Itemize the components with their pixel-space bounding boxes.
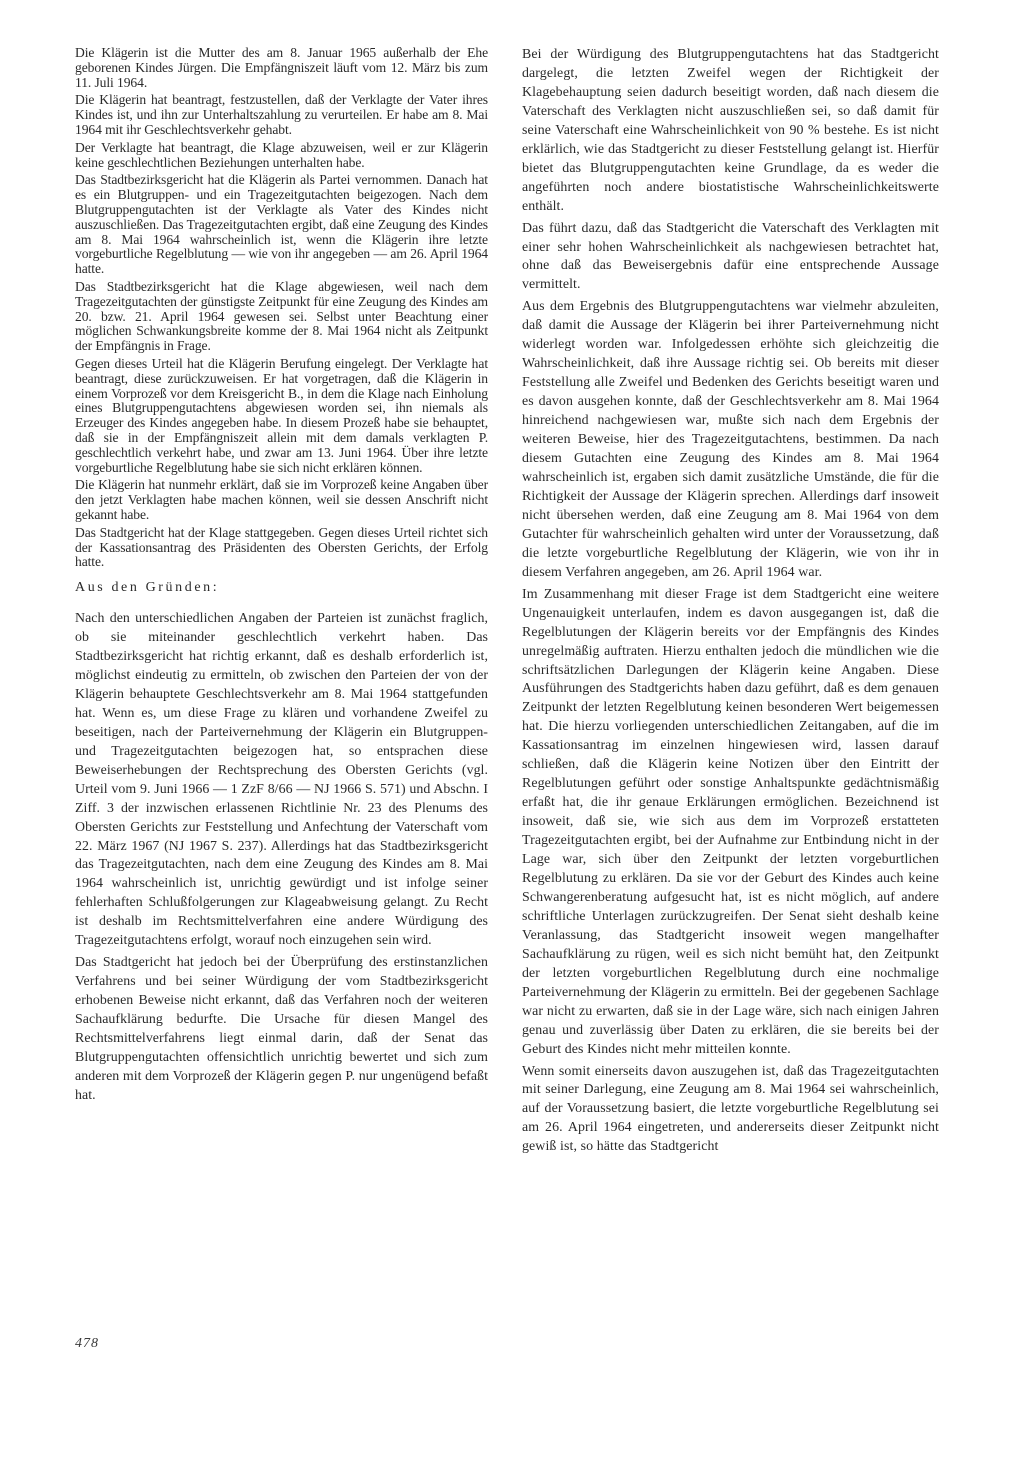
page-number: 478 xyxy=(75,1336,99,1351)
case-facts xyxy=(75,46,488,570)
reasons xyxy=(75,610,488,1106)
paragraph: Das Stadtgericht hat der Klage stattgegeben. Gegen dieses Urteil richtet sich der Kassationsantrag des Präsidenten des Obersten Gerichts, der Erfolg hatte. xyxy=(75,524,488,570)
section-heading: Aus den Gründen: xyxy=(75,580,220,596)
paragraph: Die Klägerin hat beantragt, festzustellen, daß der Verklagte der Vater ihres Kindes ist, und ihn zur Unterhaltszahlung zu verurteilen. Er habe am 8. Mai 1964 mit ihr Geschlechtsverkehr gehabt. xyxy=(75,92,488,137)
paragraph: Im Zusammenhang mit dieser Frage ist dem Stadtgericht eine weitere Ungenauigkeit unterlaufen, indem es davon ausgegangen ist, daß die Regelblutungen der Klägerin bereits vor der Empfängnis des Kindes unregelmäßig auftraten. Hierzu enthalten jedoch die mündlichen wie die schriftsätzlichen Darlegungen der Klägerin keine Angaben. Diese Ausführungen des Stadtgerichts haben dazu geführt, daß es dem genauen Zeitpunkt der letzten Regelblutung keinen besonderen Wert beigemessen hat. Die hierzu vorliegenden unterschiedlichen Zeitangaben, auf die im Kassationsantrag im einzelnen hingewiesen wird, lassen darauf schließen, daß die Klägerin keine Notizen über den Eintritt der Regelblutungen geführt oder sonstige Anhaltspunkte gedächtnismäßig erfaßt hat, die ihr genaue Erklärungen ermöglichen. Bezeichnend ist insoweit, daß sie, wie sich aus dem im Vorprozeß erstatteten Tragezeitgutachten ergibt, bei der Aufnahme zur Entbindung nicht in der Lage war, sich über den Zeitpunkt der letzten vorgeburtlichen Regelblutung zu erklären. Da sie vor der Geburt des Kindes auch keine Schwangerenberatung aufgesucht hat, ist es nicht möglich, auf andere schriftliche Unterlagen zurückzugreifen. Der Senat sieht deshalb keine Veranlassung, das Stadtgericht insoweit wegen mangelhafter Sachaufklärung zu rügen, weil es sich nicht bemüht hat, den Zeitpunkt der letzten vorgeburtlichen Regelblutung durch eine nochmalige Parteivernehmung der Klägerin zu ermitteln. Bei der gegebenen Sachlage war nicht zu erwarten, daß sie in der Lage wäre, sich nach einigen Jahren genau und zuverlässig über Daten zu erklären, die sie bereits bei der Geburt des Kindes nicht mehr mitteilen konnte. xyxy=(522,586,939,1057)
paragraph: Das Stadtgericht hat jedoch bei der Überprüfung des erstinstanzlichen Verfahrens und bei seiner Würdigung der vom Stadtbezirksgericht erhobenen Beweise nicht erkannt, daß das Verfahren noch der weiteren Sachaufklärung bedurfte. Die Ursache für diesen Mangel des Rechtsmittelverfahrens liegt einmal darin, daß der Senat das Blutgruppengutachten offensichtlich unrichtig bewertet und sich zum anderen mit dem Vorprozeß der Klägerin gegen P. nur ungenügend befaßt hat. xyxy=(75,955,488,1103)
paragraph: Gegen dieses Urteil hat die Klägerin Berufung eingelegt. Der Verklagte hat beantragt, diese zurückzuweisen. Er hat vorgetragen, daß die Klägerin in einem Vorprozeß vor dem Kreisgericht B., in dem die Klage nach Einholung eines Blutgruppengutachtens abgewiesen worden sei, ihn niemals als Erzeuger des Kindes angegeben habe. In diesem Prozeß habe sie behauptet, daß sie in der Empfängniszeit allein mit dem damals verklagten P. geschlechtlich verkehrt habe, und zwar am 13. Juni 1964. Über ihre letzte vorgeburtliche Regelblutung habe sie sich nicht erklären können. xyxy=(75,355,488,475)
paragraph: Das führt dazu, daß das Stadtgericht die Vaterschaft des Verklagten mit einer sehr hohen Wahrscheinlichkeit als nachgewiesen betrachtet hat, ohne daß das Beweisergebnis dafür eine entsprechende Aussage vermittelt. xyxy=(522,220,939,293)
paragraph: Aus dem Ergebnis des Blutgruppengutachtens war vielmehr abzuleiten, daß damit die Aussage der Klägerin bei ihrer Parteivernehmung nicht widerlegt worden war. Infolgedessen erhöhte sich gleichzeitig die Wahrscheinlichkeit, daß ihre Aussage richtig sei. Ob bereits mit dieser Feststellung alle Zweifel und Bedenken des Gerichts beseitigt waren und es davon ausgehen konnte, daß der Geschlechtsverkehr am 8. Mai 1964 hinreichend nachgewiesen war, mußte sich nach dem Ergebnis der weiteren Beweise, hier des Tragezeitgutachtens, bestimmen. Da nach diesem Gutachten eine Zeugung des Kindes am 8. Mai 1964 wahrscheinlich ist, ergaben sich damit zusätzliche Umstände, die für die Richtigkeit der Aussage der Klägerin sprechen. Allerdings darf insoweit nicht übersehen werden, daß eine Zeugung am 8. Mai 1964 von dem Gutachter für wahrscheinlich gehalten wird unter der Voraussetzung, daß die letzte vorgeburtliche Regelblutung der Klägerin, wie von ihr in diesem Verfahren angegeben, am 26. April 1964 war. xyxy=(522,299,939,580)
paragraph: Das Stadtbezirksgericht hat die Klägerin als Partei vernommen. Danach hat es ein Blutgruppen- und ein Tragezeitgutachten beigezogen. Nach dem Blutgruppengutachten ist der Verklagte als Vater des Kindes nicht auszuschließen. Das Tragezeitgutachten ergibt, daß eine Zeugung des Kindes am 8. Mai 1964 wahrscheinlich ist, wenn die Klägerin ihre letzte vorgeburtliche Regelblutung — wie von ihr angegeben — am 26. April 1964 hatte. xyxy=(75,172,488,277)
paragraph: Bei der Würdigung des Blutgruppengutachtens hat das Stadtgericht dargelegt, die letzten Zweifel wegen der Richtigkeit der Klagebehauptung seien dadurch beseitigt worden, daß nach diesem die Vaterschaft des Verklagten nicht auszuschließen sei, so daß damit für seine Vaterschaft eine Wahrscheinlichkeit von 90 % bestehe. Es ist nicht erklärlich, wie das Stadtgericht zu dieser Feststellung gelangt ist. Hierfür bietet das Blutgruppengutachten keine Grundlage, da es weder die angeführten noch andere biostatistische Wahrscheinlichkeitswerte enthält. xyxy=(522,47,939,214)
paragraph: Die Klägerin ist die Mutter des am 8. Januar 1965 außerhalb der Ehe geborenen Kindes Jürgen. Die Empfängniszeit läuft vom 12. März bis zum 11. Juli 1964. xyxy=(75,45,488,90)
paragraph: Wenn somit einerseits davon auszugehen ist, daß das Tragezeitgutachten mit seiner Darlegung, eine Zeugung am 8. Mai 1964 sei wahrscheinlich, auf der Voraussetzung basiert, die letzte vorgeburtliche Regelblutung sei am 26. April 1964 eingetreten, und andererseits dieser Zeitpunkt nicht gewiß ist, so hätte das Stadtgericht xyxy=(522,1063,939,1155)
left-column xyxy=(75,46,488,1106)
paragraph: Das Stadtbezirksgericht hat die Klage abgewiesen, weil nach dem Tragezeitgutachten der günstigste Zeitpunkt für eine Zeugung des Kindes am 20. bzw. 21. April 1964 gewesen sei. Selbst unter Beachtung einer möglichen Schwankungsbreite komme der 8. Mai 1964 nicht als Zeitpunkt der Empfängnis in Frage. xyxy=(75,278,488,354)
paragraph: Nach den unterschiedlichen Angaben der Parteien ist zunächst fraglich, ob sie miteinander geschlechtlich verkehrt haben. Das Stadtbezirksgericht hat richtig erkannt, daß es deshalb erforderlich ist, möglichst eindeutig zu ermitteln, ob zwischen den Parteien der von der Klägerin behauptete Geschlechtsverkehr am 8. Mai 1964 stattgefunden hat. Wenn es, um diese Frage zu klären und vorhandene Zweifel zu beseitigen, nach der Parteivernehmung der Klägerin ein Blutgruppen- und Tragezeitgutachten beigezogen hat, so entsprachen diese Beweiserhebungen der Rechtsprechung des Obersten Gerichts (vgl. Urteil vom 9. Juni 1966 — 1 ZzF 8/66 — NJ 1966 S. 571) und Abschn. I Ziff. 3 der inzwischen erlassenen Richtlinie Nr. 23 des Plenums des Obersten Gerichts zur Feststellung und Anfechtung der Vaterschaft vom 22. März 1967 (NJ 1967 S. 237). Allerdings hat das Stadtbezirksgericht das Tragezeitgutachten, nach dem eine Zeugung des Kindes am 8. Mai 1964 wahrscheinlich ist, unrichtig gewürdigt und ist infolge seiner fehlerhaften Schlußfolgerungen zur Klageabweisung gelangt. Zu Recht ist deshalb im Rechtsmittelverfahren eine andere Würdigung des Tragezeitgutachtens erfolgt, worauf noch einzugehen sein wird. xyxy=(75,611,488,949)
right-column xyxy=(522,46,939,1157)
paragraph: Die Klägerin hat nunmehr erklärt, daß sie im Vorprozeß keine Angaben über den jetzt Verklagten habe machen können, weil sie dessen Anschrift nicht gekannt habe. xyxy=(75,477,488,522)
paragraph: Der Verklagte hat beantragt, die Klage abzuweisen, weil er zur Klägerin keine geschlechtlichen Beziehungen unterhalten habe. xyxy=(75,139,488,170)
